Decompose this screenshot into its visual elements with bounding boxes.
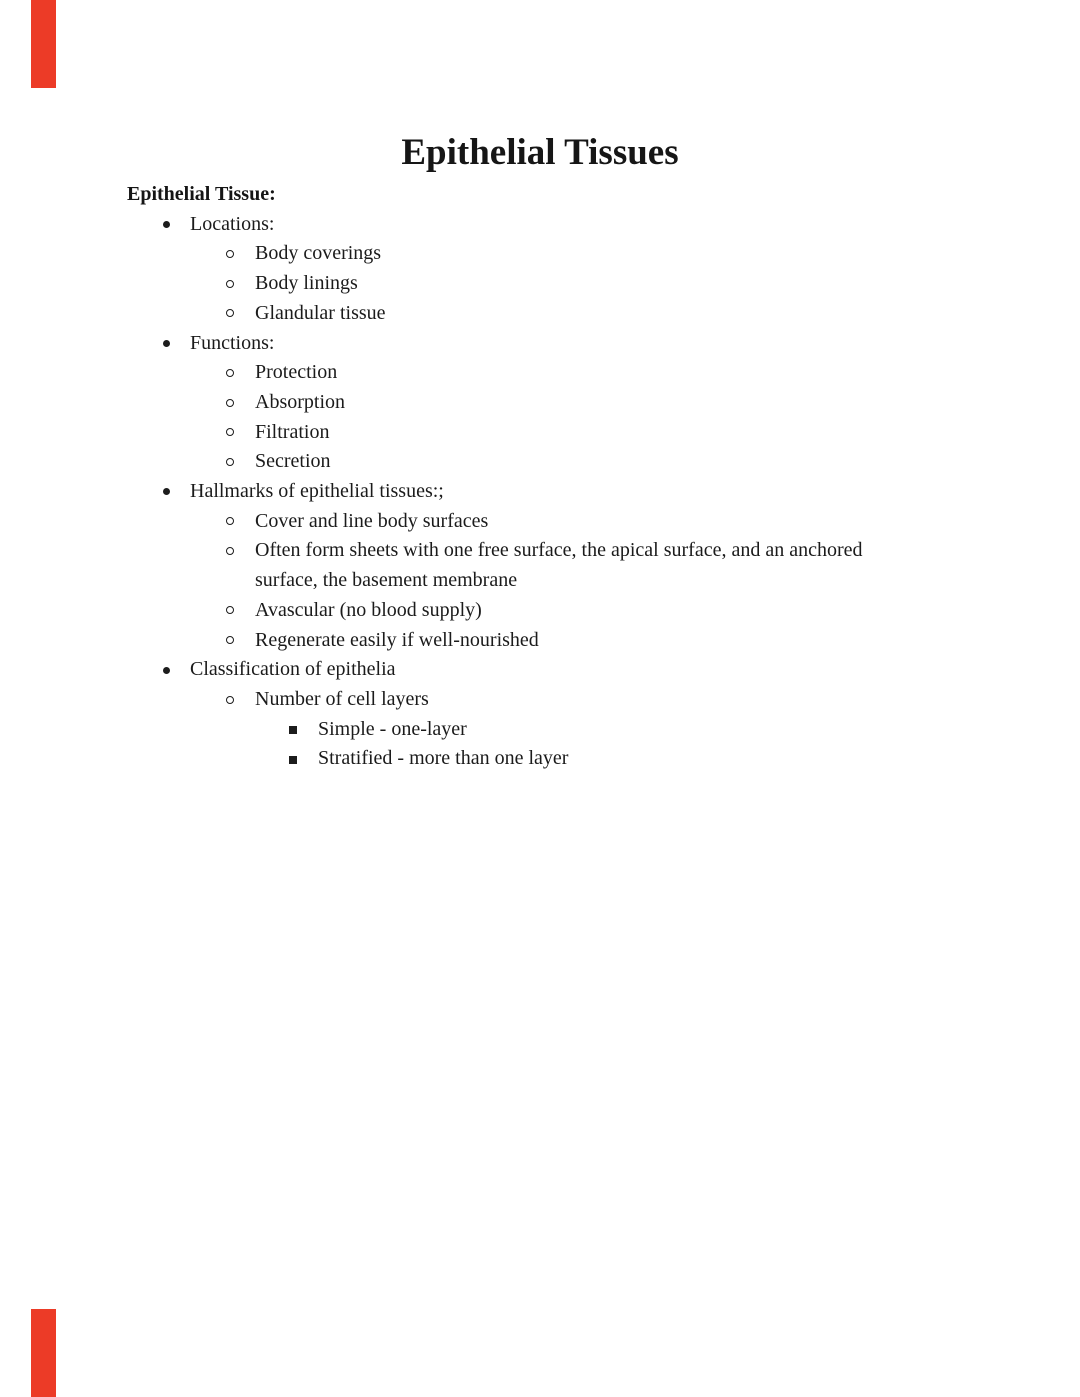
list-item-text: Functions:	[190, 331, 275, 354]
list-item	[0, 329, 1080, 359]
bullet-circle-icon	[226, 547, 234, 555]
list-item-text: Secretion	[255, 450, 331, 473]
section-heading: Epithelial Tissue:	[127, 183, 276, 205]
list-item	[0, 655, 1080, 685]
list-item-text: Glandular tissue	[255, 301, 386, 324]
list-item-text: Number of cell layers	[255, 687, 429, 710]
list-item-text: Classification of epithelia	[190, 658, 396, 681]
list-item	[0, 626, 1080, 656]
red-margin-mark-top	[31, 0, 56, 88]
document-title: Epithelial Tissues	[401, 132, 679, 173]
list-item	[0, 210, 1080, 240]
list-item	[0, 715, 1080, 745]
list-item-text: Hallmarks of epithelial tissues:;	[190, 480, 444, 503]
list-item-text: Regenerate easily if well-nourished	[255, 628, 539, 651]
list-item-text: Body linings	[255, 272, 358, 295]
bullet-circle-icon	[226, 517, 234, 525]
list-item-text: Protection	[255, 361, 338, 384]
list-item	[0, 239, 1080, 269]
list-item-text: Locations:	[190, 212, 275, 235]
list-item-text: Filtration	[255, 420, 330, 443]
list-item-text: Simple - one-layer	[318, 717, 467, 740]
bullet-circle-icon	[226, 399, 234, 407]
list-item-text: Body coverings	[255, 242, 382, 265]
list-item-text: Stratified - more than one layer	[318, 747, 569, 770]
bullet-circle-icon	[226, 606, 234, 614]
red-margin-mark-bottom	[31, 1309, 56, 1397]
bullet-square-icon	[289, 756, 297, 764]
list-item	[0, 418, 1080, 448]
bullet-circle-icon	[226, 636, 234, 644]
list-item	[0, 685, 1080, 715]
bullet-circle-icon	[226, 280, 234, 288]
document-body	[0, 180, 1080, 774]
bullet-circle-icon	[226, 309, 234, 317]
bullet-circle-icon	[226, 250, 234, 258]
list-item	[0, 447, 1080, 477]
bullet-disc-icon	[163, 488, 170, 495]
list-item	[0, 536, 1080, 595]
list-item-text: Avascular (no blood supply)	[255, 598, 482, 621]
list-item	[0, 596, 1080, 626]
list-item-line: surface, the basement membrane	[255, 569, 518, 592]
list-item	[0, 358, 1080, 388]
list-item	[0, 299, 1080, 329]
list-item-text	[255, 536, 1020, 595]
list-item	[0, 477, 1080, 507]
bullet-disc-icon	[163, 340, 170, 347]
bullet-circle-icon	[226, 458, 234, 466]
list-item-text: Cover and line body surfaces	[255, 509, 489, 532]
list-item	[0, 388, 1080, 418]
list-item	[0, 269, 1080, 299]
bullet-square-icon	[289, 726, 297, 734]
bullet-circle-icon	[226, 428, 234, 436]
bullet-disc-icon	[163, 667, 170, 674]
list-item-text: Absorption	[255, 390, 345, 413]
bullet-circle-icon	[226, 369, 234, 377]
list-item	[0, 507, 1080, 537]
list-item-line: Often form sheets with one free surface, the apical surface, and an anchored	[255, 539, 863, 562]
bullet-disc-icon	[163, 221, 170, 228]
list-item	[0, 744, 1080, 774]
bullet-circle-icon	[226, 696, 234, 704]
